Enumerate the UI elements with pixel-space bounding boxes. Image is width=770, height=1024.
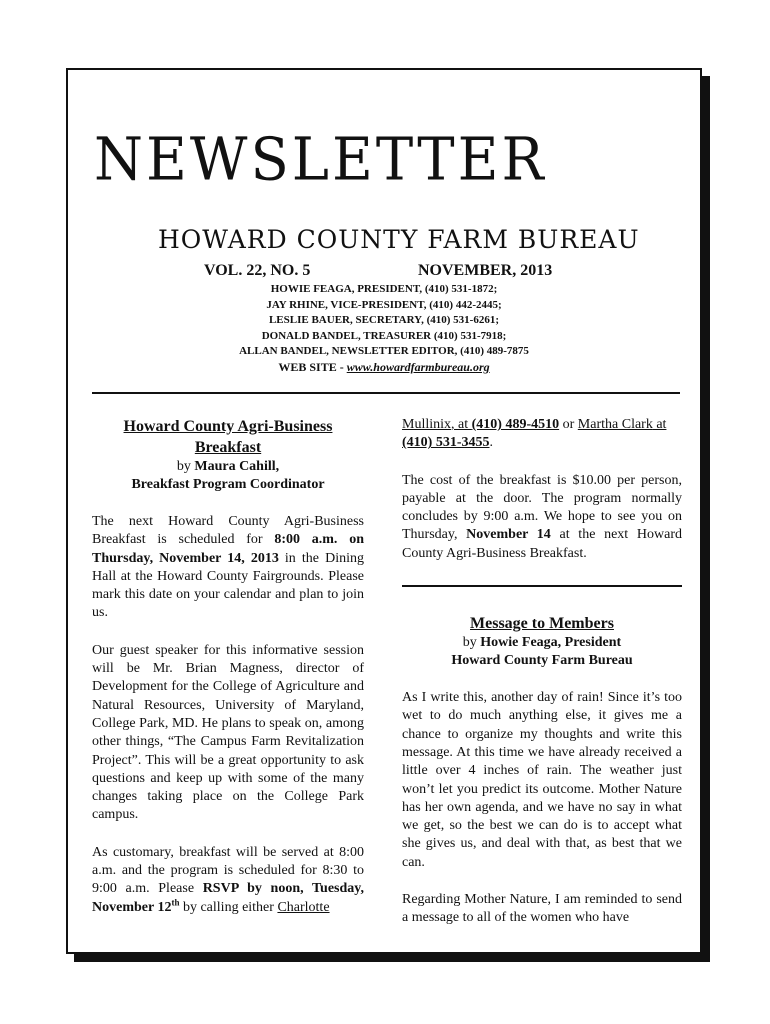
article-paragraph [402,472,682,563]
website-separator: - [336,360,347,374]
article-heading: Message to Members [470,615,614,633]
article-paragraph: Our guest speaker for this informative session will be Mr. Brian Magness, director of Development for the College of Agriculture and Natural Resources, University of Maryland, College Park, MD. He plans to speak on, among other things, “The Campus Farm Revitalization Project”. This will be a great opportunity to ask questions and keep up with some of the many changes taking place on the College Park campus. [92,642,364,823]
text-run: , at [451,417,472,432]
article-byline [402,634,682,652]
article-paragraph [402,416,682,453]
article-byline [92,458,364,476]
text-run: or [559,417,578,432]
website-link[interactable]: www.howardfarmbureau.org [346,360,490,374]
byline-prefix: by [462,635,481,651]
newsletter-page [66,68,702,954]
masthead-divider [92,392,680,394]
website-label: WEB SITE [278,360,337,374]
byline-prefix: by [176,459,195,474]
officer-line: DONALD BANDEL, TREASURER (410) 531-7918; [261,329,507,342]
contact-phone: (410) 489-4510 [471,417,560,432]
text-run: by calling either [179,899,278,915]
text-run: As customary, breakfast will be served at 8:00 a.m. and the program is scheduled for 8:30 to 9:00 a.m. Please [92,844,364,897]
organization-name: HOWARD COUNTY FARM BUREAU [158,225,640,254]
text-run: at the next Howard County Agri-Business Breakfast. [402,527,682,561]
section-divider [402,585,682,587]
author-role-text: Howard County Farm Bureau [451,653,633,669]
byline-author: Maura Cahill, [194,459,280,474]
contact-name: Charlotte [277,899,330,915]
text-run: The next Howard County Agri-Business Breakfast is scheduled for [92,514,364,548]
text-run: The cost of the breakfast is $10.00 per person, payable at the door. The program normally concludes by 9:00 a.m. We hope to see you on Thursday, [402,472,682,543]
author-role [402,652,682,670]
article-paragraph: Regarding Mother Nature, I am reminded to send a message to all of the women who have [402,892,682,926]
officer-line: HOWIE FEAGA, PRESIDENT, (410) 531-1872; [270,283,498,295]
issue-date: NOVEMBER, 2013 [418,262,553,279]
author-role [92,476,364,494]
article-paragraph [92,513,364,623]
website-line [68,360,700,375]
newsletter-title: NEWSLETTER [94,126,547,195]
contact-phone: (410) 531-3455 [402,435,490,451]
text-run-bold: 8:00 a.m. on Thursday, November 14, 2013 [92,532,364,566]
byline-author: Howie Feaga, President [480,635,622,651]
right-column [402,416,682,928]
rsvp-deadline: RSVP by noon, Tuesday, November 12 [92,881,365,915]
text-run: at [652,417,667,432]
text-run: . [489,435,493,451]
officers-list [68,282,700,360]
article-heading: Howard County Agri-Business Breakfast [123,418,333,456]
contact-name: Mullinix [402,417,452,432]
officer-line: LESLIE BAUER, SECRETARY, (410) 531-6261; [268,314,500,327]
officer-line: JAY RHINE, VICE-PRESIDENT, (410) 442-2445; [266,298,502,311]
author-role-text: Breakfast Program Coordinator [131,477,325,492]
article-paragraph [92,844,364,917]
ordinal-suffix: th [171,896,180,907]
left-column [92,416,364,917]
text-run: in the Dining Hall at the Howard County Fairgrounds. Please mark this date on your calendar and plan to join us. [92,550,364,621]
article-paragraph: As I write this, another day of rain! Since it’s too wet to do much anything else, it gives me a chance to organize my thoughts and write this message. At this time we have already received a little over 4 inches of rain. The weather just won’t let you predict its outcome. Mother Nature has her own agenda, and we have no say in what we get, so the best we can do is to accept what she gives us, and deal with that, as best that we can. [402,690,682,870]
contact-name: Martha Clark [577,417,653,432]
officer-line: ALLAN BANDEL, NEWSLETTER EDITOR, (410) 489-7875 [239,345,529,358]
text-run-bold: November 14 [466,527,551,543]
volume-number: VOL. 22, NO. 5 [204,262,311,279]
